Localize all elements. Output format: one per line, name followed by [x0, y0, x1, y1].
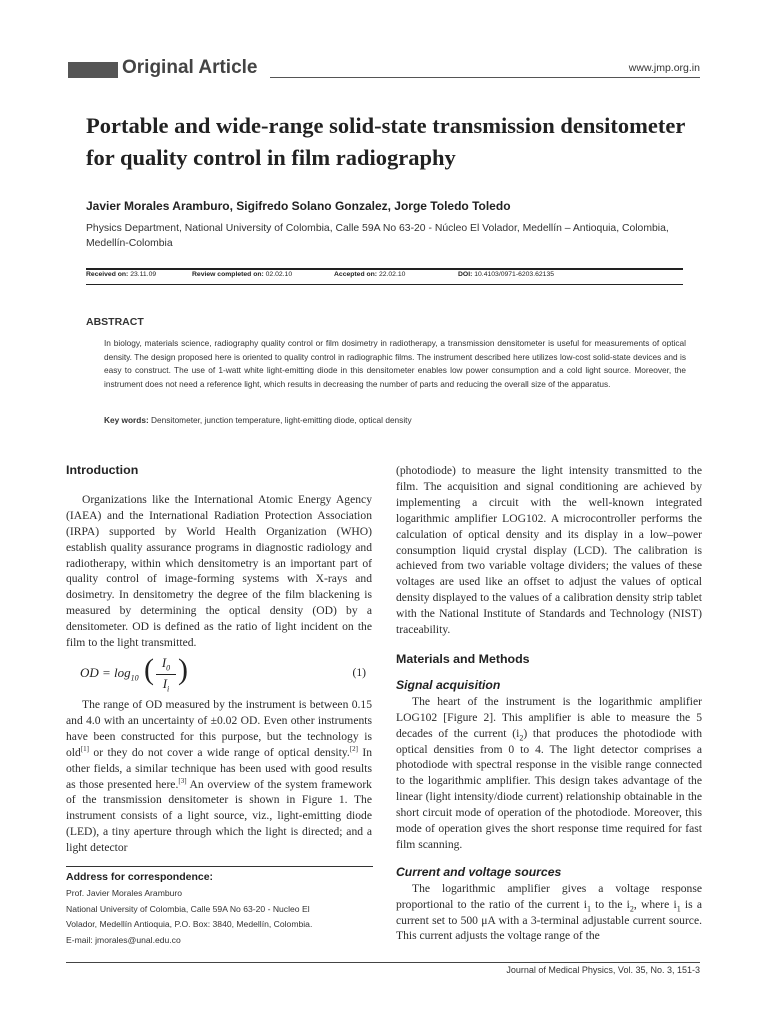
review-value: 02.02.10	[265, 271, 293, 278]
intro-paragraph-1: Organizations like the International Atomic Energy Agency (IAEA) and the International Radiation Protection Association (IRPA) supported by World Health Organization (WHO) establish quality assurance programs in diagnostic radiology and radiotherapy, within which densitometry is an important part of quality control of image-forming systems with X-rays and dosimetry. In densitometry the degree of the film blackening is measured by determining the optical density (OD) by a densitometer. OD is defined as the ratio of light incident on the film to the light transmitted.	[66, 492, 372, 650]
header-accent-bar	[68, 62, 118, 78]
left-column-continued	[66, 697, 372, 856]
dates-rule-top	[86, 268, 683, 270]
accepted-date	[334, 271, 405, 278]
article-authors: Javier Morales Aramburo, Sigifredo Solano Gonzalez, Jorge Toledo Toledo	[86, 199, 511, 213]
received-date	[86, 271, 156, 278]
right-column	[396, 463, 702, 944]
left-column	[66, 463, 372, 651]
doi	[458, 271, 554, 278]
footer-rule	[66, 962, 700, 963]
received-value: 23.11.09	[130, 271, 157, 278]
review-date	[192, 271, 292, 278]
dates-rule-bottom	[86, 284, 683, 285]
doi-label: DOI:	[458, 271, 473, 278]
correspondence-heading: Address for correspondence:	[66, 871, 214, 883]
reference-2[interactable]: [2]	[349, 744, 358, 753]
keywords-value: Densitometer, junction temperature, light-emitting diode, optical density	[151, 415, 412, 425]
section-label: Original Article	[122, 57, 258, 78]
received-label: Received on:	[86, 271, 129, 278]
doi-value[interactable]: 10.4103/0971-6203.62135	[474, 271, 555, 278]
signal-acquisition-heading: Signal acquisition	[396, 677, 501, 692]
keywords	[104, 415, 686, 425]
reference-1[interactable]: [1]	[80, 744, 89, 753]
review-label: Review completed on:	[192, 271, 264, 278]
equation-1	[80, 655, 368, 695]
equation-denominator: $I_i$	[162, 676, 170, 694]
intro-paragraph-2: The range of OD measured by the instrument is between 0.15 and 4.0 with an uncertainty of ±0.02 OD. Even other instruments have been constructed for this purpose, but the technology is old[1] or they do not cover a wide range of optical density.[2] In other fields, a similar technique has been used with good results as those presented here.[3] An overview of the system framework of the transmission densitometer is shown in Figure 1. The instrument consists of a light source, viz., light-emitting diode (LED), a tiny aperture through which the light is directed; and a light detector	[66, 698, 372, 855]
abstract-heading: ABSTRACT	[86, 316, 144, 328]
abstract-text: In biology, materials science, radiography quality control or film dosimetry in radiotherapy, a transmission densitometer is useful for measurements of optical density. The design proposed here is oriented to quality control in radiographic films. The instrument described here utilizes low-cost solid-state devices and is easy to construct. The use of 1-watt white light-emitting diode in this densitometer enables low power consumption and a cold light source. Moreover, the instrument does not need a reference light, which results in decreasing the number of parts and reducing the overall size of the apparatus.	[104, 338, 686, 389]
keywords-label: Key words:	[104, 415, 149, 425]
current-voltage-paragraph: The logarithmic amplifier gives a voltage response proportional to the ratio of the current $i_1$ to the $i_2$, where $i_1$ is a current set to 500 μA with a 3-terminal adjustable current source. This current adjusts the voltage range of the	[396, 881, 702, 943]
fraction-bar	[156, 674, 176, 675]
introduction-heading: Introduction	[66, 463, 139, 477]
equation-right-paren: )	[178, 653, 188, 686]
correspondence-address-1: National University of Colombia, Calle 59A No 63-20 - Nucleo El	[66, 903, 310, 914]
accepted-label: Accepted on:	[334, 271, 378, 278]
header-rule	[270, 77, 700, 78]
journal-citation: Journal of Medical Physics, Vol. 35, No. 3, 151-3	[506, 965, 700, 975]
methods-heading: Materials and Methods	[396, 651, 530, 666]
journal-url[interactable]: www.jmp.org.in	[628, 62, 700, 74]
correspondence-name: Prof. Javier Morales Aramburo	[66, 888, 183, 898]
accepted-value: 22.02.10	[378, 271, 406, 278]
equation-lhs: OD = $\log_{10}$	[80, 665, 139, 683]
reference-3[interactable]: [3]	[178, 776, 187, 785]
correspondence-address-2: Volador, Medellín Antioquia, P.O. Box: 3840, Medellín, Colombia.	[66, 919, 313, 930]
signal-acquisition-paragraph: The heart of the instrument is the logarithmic amplifier LOG102 [Figure 2]. This amplifier is able to measure the 5 decades of the current $(i_2)$ that produces the photodiode with optical densities from 0 to 4. The light detector comprises a photodiode with spectral response in the visible range connected to the logarithmic amplifier. This design takes advantage of the linear (light intensity/diode current) relationship obtainable in the short circuit mode of operation of the photodiode. Moreover, this mode of operation gives the short response time required for fast film scanning.	[396, 694, 702, 851]
article-title: Portable and wide-range solid-state transmission densitometer for quality control in film radiography	[86, 113, 685, 170]
equation-numerator: $I_0$	[161, 655, 171, 673]
equation-left-paren: (	[144, 653, 154, 686]
correspondence-text	[66, 886, 373, 949]
current-voltage-heading: Current and voltage sources	[396, 864, 562, 879]
correspondence-email[interactable]: E-mail: jmorales@unal.edu.co	[66, 935, 181, 946]
intro-continued-paragraph: (photodiode) to measure the light intensity transmitted to the film. The acquisition and signal conditioning are achieved by implementing a circuit with the well-known integrated logarithmic amplifier LOG102. A microcontroller performs the calculation of optical density and its display in a low–power consumption liquid crystal display (LCD). The calibration is achieved from two variable voltage dividers; the values of these voltages are used like an offset to adjust the values of optical density displayed to the values of a calibration density strip tablet with the National Institute of Standards and Technology (NIST) traceability.	[396, 464, 702, 637]
author-affiliation: Physics Department, National University of Colombia, Calle 59A No 63-20 - Núcleo El Volador, Medellín – Antioquia, Colombia, Medellín-Colombia	[86, 223, 669, 249]
correspondence-rule	[66, 866, 373, 867]
equation-number: (1)	[352, 666, 366, 679]
